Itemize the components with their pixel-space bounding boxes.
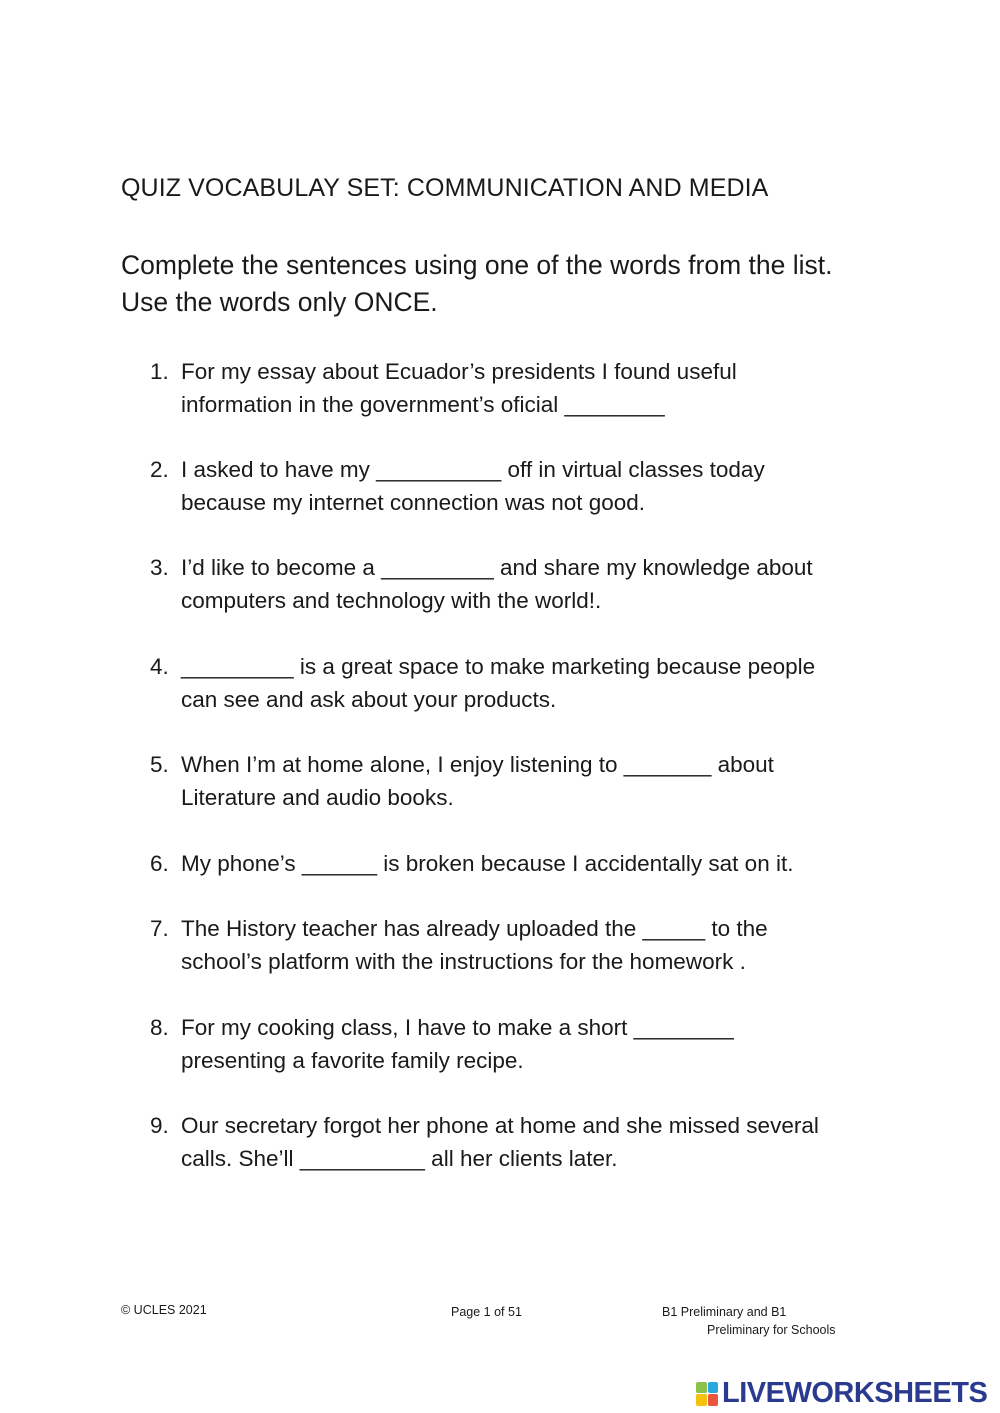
question-text: because my internet connection was not good. (181, 490, 646, 515)
question-text: presenting a favorite family recipe. (181, 1048, 524, 1073)
liveworksheets-brand[interactable] (696, 1377, 987, 1410)
question-text: For my essay about Ecuador’s presidents I found useful (181, 359, 737, 384)
question-text: calls. She’ll __________ all her clients later. (181, 1146, 618, 1171)
question-text: For my cooking class, I have to make a short ________ (181, 1015, 734, 1040)
question-text: The History teacher has already uploaded the _____ to the (181, 916, 768, 941)
footer-exam-name (662, 1303, 836, 1339)
footer-page-number: Page 1 of 51 (451, 1305, 522, 1319)
liveworksheets-logo-icon (696, 1382, 718, 1406)
footer-exam-line-2: Preliminary for Schools (707, 1323, 836, 1337)
question-number: 7. (150, 916, 169, 941)
question-number: 1. (150, 359, 169, 384)
question-number: 3. (150, 555, 169, 580)
question-number: 2. (150, 457, 169, 482)
question-text: I asked to have my __________ off in virtual classes today (181, 457, 765, 482)
brand-name: LIVEWORKSHEETS (722, 1377, 988, 1409)
question-number: 8. (150, 1015, 169, 1040)
instructions-line-1: Complete the sentences using one of the words from the list. (121, 250, 833, 280)
question-text: Our secretary forgot her phone at home and she missed several (181, 1113, 819, 1138)
footer-copyright: © UCLES 2021 (121, 1303, 207, 1317)
question-text: Literature and audio books. (181, 785, 454, 810)
question-text: school’s platform with the instructions for the homework . (181, 949, 746, 974)
question-text: can see and ask about your products. (181, 687, 557, 712)
question-number: 9. (150, 1113, 169, 1138)
question-number: 6. (150, 851, 169, 876)
question-number: 5. (150, 752, 169, 777)
instructions-line-2: Use the words only ONCE. (121, 287, 438, 317)
question-text: information in the government’s oficial ________ (181, 392, 665, 417)
quiz-title: QUIZ VOCABULAY SET: COMMUNICATION AND MEDIA (121, 174, 769, 202)
question-text: My phone’s ______ is broken because I accidentally sat on it. (181, 851, 794, 876)
question-text: I’d like to become a _________ and share my knowledge about (181, 555, 813, 580)
instructions (121, 247, 941, 321)
question-text: computers and technology with the world!. (181, 588, 602, 613)
question-number: 4. (150, 654, 169, 679)
question-text: When I’m at home alone, I enjoy listening to _______ about (181, 752, 774, 777)
footer-exam-line-1: B1 Preliminary and B1 (662, 1305, 787, 1319)
question-text: _________ is a great space to make marketing because people (181, 654, 816, 679)
